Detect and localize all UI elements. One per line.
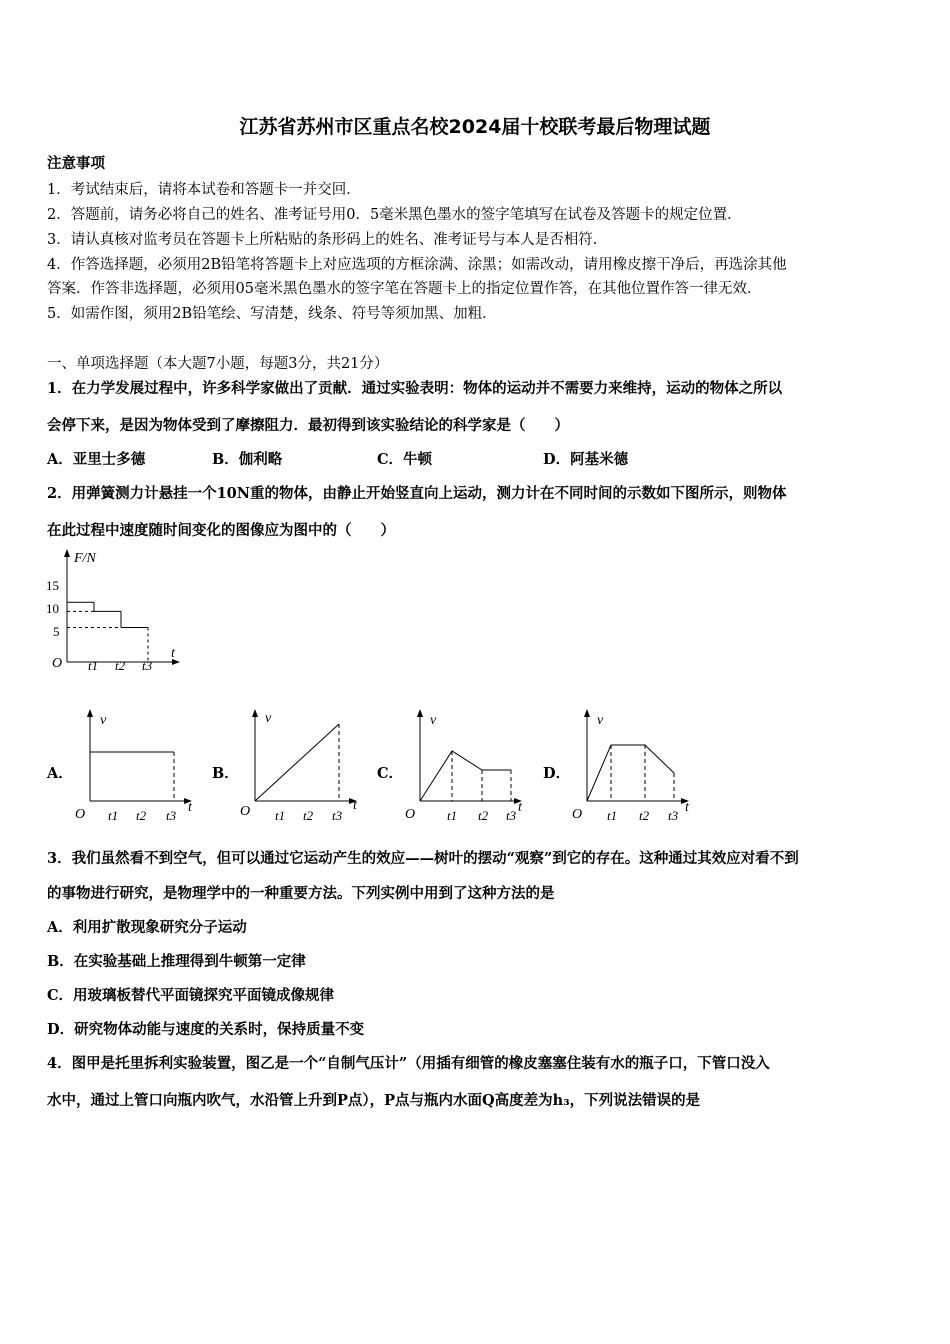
q3-option-c: C．用玻璃板替代平面镜探究平面镜成像规律 — [47, 987, 335, 1004]
notice-heading: 注意事项 — [47, 155, 105, 172]
q2-option-a-label: A． — [47, 765, 73, 782]
x-tick-label: t2 — [115, 658, 126, 673]
origin-label: O — [405, 807, 416, 822]
q4-stem-line1: 4．图甲是托里拆利实验装置，图乙是一个“自制气压计”（用插有细管的橡皮塞塞住装有水的瓶子口，下管口没入 — [47, 1055, 770, 1072]
notice-item: 4．作答选择题，必须用2B铅笔将答题卡上对应选项的方框涂满、涂黑；如需改动，请用橡皮擦干净后，再选涂其他 — [47, 257, 787, 273]
x-tick-label: t3 — [506, 808, 517, 823]
vt-graph-b — [235, 705, 365, 830]
vt-curve — [255, 724, 339, 801]
x-tick-label: t2 — [303, 808, 314, 823]
q1-stem-line1: 1．在力学发展过程中，许多科学家做出了贡献．通过实验表明：物体的运动并不需要力来维持，运动的物体之所以 — [47, 380, 783, 397]
q3-option-d: D．研究物体动能与速度的关系时，保持质量不变 — [47, 1021, 365, 1038]
notice-item: 1．考试结束后，请将本试卷和答题卡一并交回． — [47, 182, 361, 198]
q2-stem-line2: 在此过程中速度随时间变化的图像应为图中的（ ） — [47, 522, 395, 539]
notice-item: 3．请认真核对监考员在答题卡上所粘贴的条形码上的姓名、准考证号与本人是否相符． — [47, 232, 608, 248]
v-axis-label: v — [265, 711, 272, 726]
x-tick-label: t1 — [275, 808, 286, 823]
x-tick-label: t2 — [639, 808, 650, 823]
vt-graph-d — [567, 705, 697, 830]
origin-label: O — [240, 804, 251, 819]
force-axis-label: F/N — [74, 551, 96, 566]
notice-item: 5．如需作图，须用2B铅笔绘、写清楚，线条、符号等须加黑、加粗． — [47, 306, 497, 322]
y-tick-label: 10 — [46, 601, 59, 616]
q1-option-c: C．牛顿 — [377, 451, 433, 468]
notice-item: 答案．作答非选择题，必须用05毫米黑色墨水的签字笔在答题卡上的指定位置作答，在其他位置作答一律无效． — [47, 281, 762, 297]
t-axis-label: t — [518, 800, 522, 815]
x-tick-label: t3 — [142, 658, 153, 673]
vt-graph-a — [70, 705, 200, 830]
x-tick-label: t1 — [88, 658, 99, 673]
origin-label: O — [572, 807, 583, 822]
vt-curve — [587, 745, 674, 801]
q3-stem-line1: 3．我们虽然看不到空气，但可以通过它运动产生的效应——树叶的摆动“观察”到它的存在。这种通过其效应对看不到 — [47, 850, 799, 867]
q4-stem-line2: 水中，通过上管口向瓶内吹气，水沿管上升到P点），P点与瓶内水面Q高度差为h₃，下列说法错误的是 — [47, 1092, 701, 1109]
q2-option-b-label: B． — [212, 765, 239, 782]
vt-curve — [420, 751, 511, 801]
page-title: 江苏省苏州市区重点名校2024届十校联考最后物理试题 — [239, 116, 711, 138]
q1-option-b: B．伽利略 — [212, 451, 283, 468]
section-heading: 一、单项选择题（本大题7小题，每题3分，共21分） — [47, 356, 389, 372]
v-axis-label: v — [100, 713, 107, 728]
q2-option-d-label: D． — [543, 765, 571, 782]
t-axis-label: t — [188, 800, 192, 815]
q1-option-a: A．亚里士多德 — [47, 451, 146, 468]
q2-stem-line1: 2．用弹簧测力计悬挂一个10N重的物体，由静止开始竖直向上运动，测力计在不同时间的示数如下图所示，则物体 — [47, 485, 787, 502]
q3-stem-line2: 的事物进行研究，是物理学中的一种重要方法。下列实例中用到了这种方法的是 — [47, 885, 555, 902]
x-tick-label: t1 — [607, 808, 618, 823]
t-axis-label: t — [685, 800, 689, 815]
x-tick-label: t1 — [447, 808, 458, 823]
x-tick-label: t2 — [478, 808, 489, 823]
time-axis-label: t — [171, 646, 175, 661]
x-tick-label: t3 — [332, 808, 343, 823]
notice-item: 2．答题前，请务必将自己的姓名、准考证号用0．5毫米黑色墨水的签字笔填写在试卷及答题卡的规定位置． — [47, 207, 742, 223]
origin-label: O — [52, 656, 63, 671]
y-tick-label: 5 — [53, 624, 60, 639]
x-tick-label: t3 — [668, 808, 679, 823]
q1-stem-line2: 会停下来，是因为物体受到了摩擦阻力．最初得到该实验结论的科学家是（ ） — [47, 417, 569, 434]
q1-option-d: D．阿基米德 — [543, 451, 629, 468]
vt-graph-c — [400, 705, 530, 830]
y-tick-label: 15 — [46, 578, 59, 593]
x-tick-label: t3 — [166, 808, 177, 823]
q3-option-a: A．利用扩散现象研究分子运动 — [47, 919, 247, 936]
x-tick-label: t1 — [108, 808, 119, 823]
q2-option-c-label: C． — [377, 765, 404, 782]
x-tick-label: t2 — [136, 808, 147, 823]
origin-label: O — [75, 807, 86, 822]
v-axis-label: v — [430, 713, 437, 728]
t-axis-label: t — [353, 798, 357, 813]
q3-option-b: B．在实验基础上推理得到牛顿第一定律 — [47, 953, 306, 970]
v-axis-label: v — [597, 713, 604, 728]
force-time-graph — [44, 545, 194, 680]
